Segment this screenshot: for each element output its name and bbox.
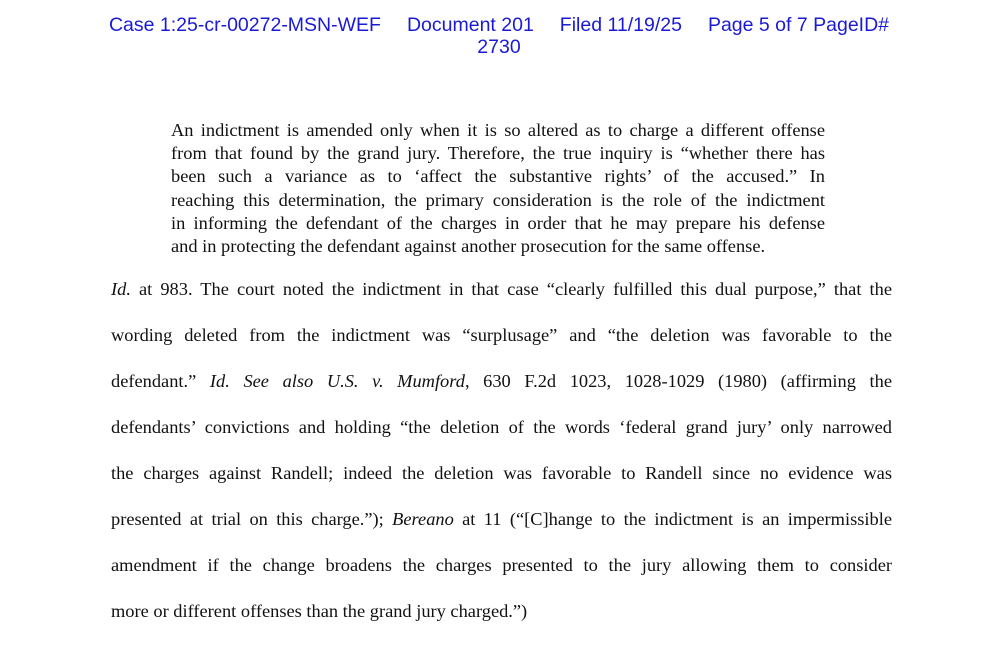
citation-bereano: Bereano [392,509,454,529]
document-header [0,14,998,58]
page-id: 2730 [477,36,521,58]
body-line [111,370,892,393]
quote-line: reaching this determination, the primary consideration is the role of the indictment [171,189,825,210]
case-number: Case 1:25-cr-00272-MSN-WEF [108,14,381,36]
body-paragraph [111,278,892,646]
body-text-segment: defendant.” [111,371,210,391]
page-info: Page 5 of 7 PageID# [707,14,890,36]
quote-line: from that found by the grand jury. Therefore, the true inquiry is “whether there has [171,143,825,164]
filed-date: Filed 11/19/25 [559,14,682,36]
body-text-segment: at 11 (“[C]hange to the indictment is an impermissible [453,509,892,529]
body-text-segment: at 983. The court noted the indictment in that case “clearly fulfilled this dual purpose,” that the [130,279,892,299]
body-line: the charges against Randell; indeed the deletion was favorable to Randell since no evidence was [111,463,892,483]
body-line [111,278,892,301]
quote-line: been such a variance as to ‘affect the substantive rights’ of the accused.” In [171,166,825,187]
body-line: defendants’ convictions and holding “the deletion of the words ‘federal grand jury’ only narrowed [111,417,892,437]
citation-id: Id. [111,279,131,299]
body-line: wording deleted from the indictment was “surplusage” and “the deletion was favorable to the [111,325,892,345]
body-text-segment: presented at trial on this charge.”); [111,509,393,529]
citation-see-also: See also U.S. v. Mumford [243,371,465,391]
citation-id: Id. [209,371,230,391]
body-line [111,508,892,531]
body-text-segment [230,371,244,391]
quote-line: and in protecting the defendant against another prosecution for the same offense. [171,235,766,256]
block-quote [171,119,825,258]
body-text-segment: , 630 F.2d 1023, 1028-1029 (1980) (affirming the [464,371,892,391]
body-line: amendment if the change broadens the charges presented to the jury allowing them to consider [111,555,892,575]
document-number: Document 201 [406,14,534,36]
body-line: more or different offenses than the grand jury charged.”) [111,601,528,621]
quote-line: in informing the defendant of the charges in order that he may prepare his defense [171,212,825,233]
header-line [0,14,998,36]
quote-line: An indictment is amended only when it is so altered as to charge a different offense [171,120,825,140]
